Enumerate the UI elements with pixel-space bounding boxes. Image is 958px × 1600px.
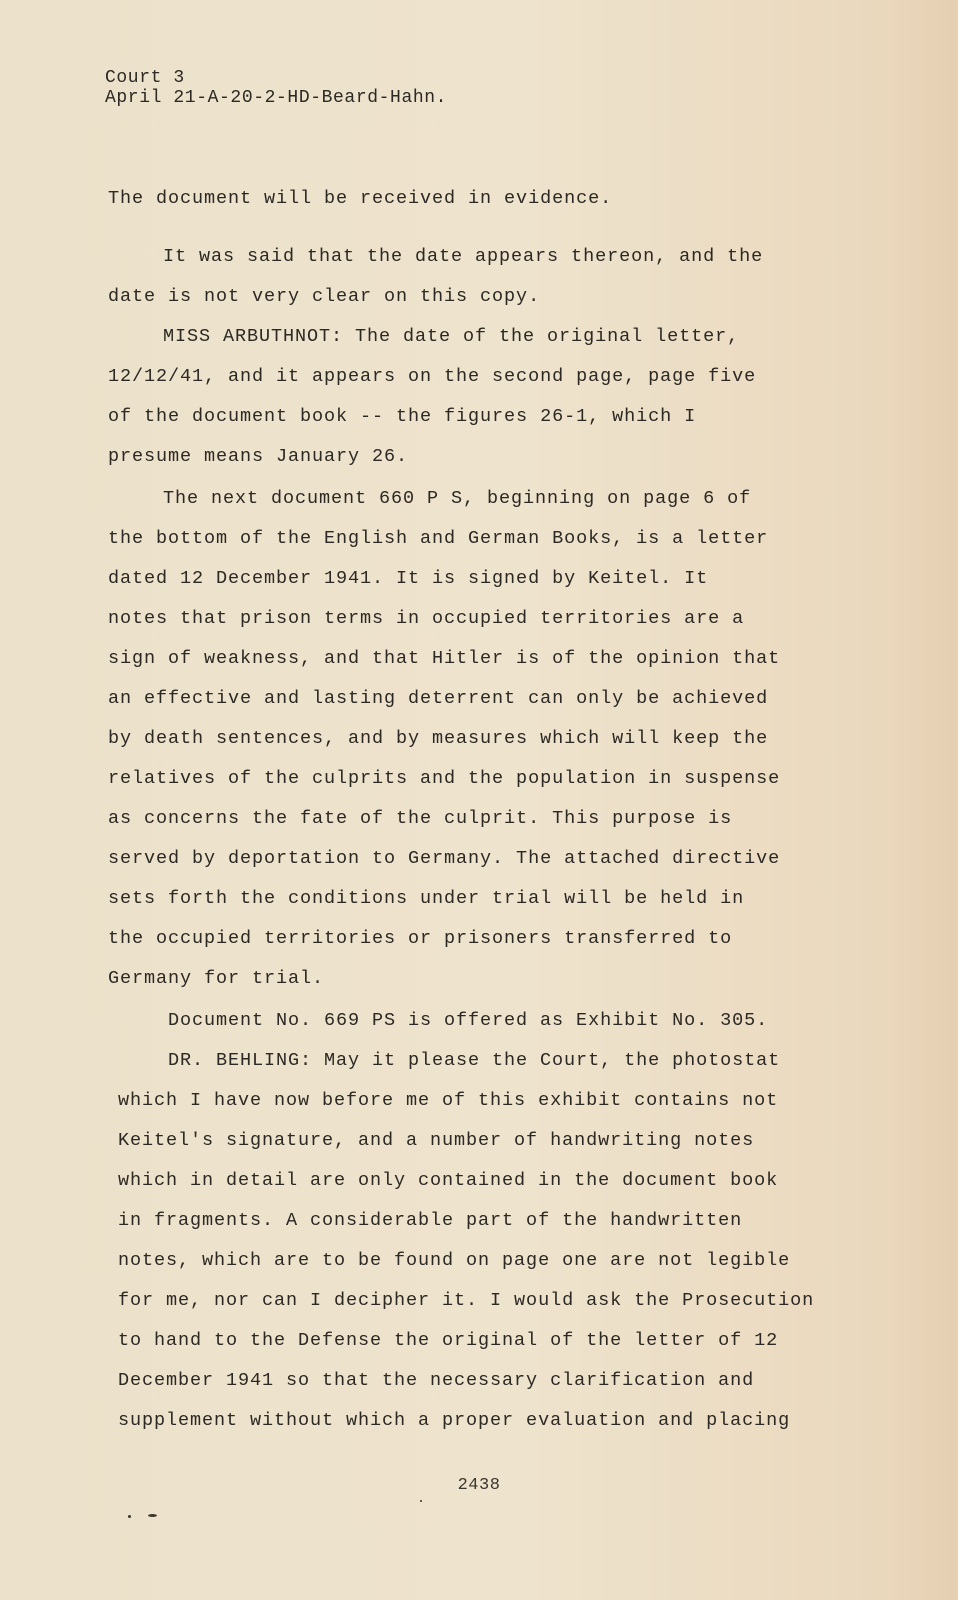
text-line: an effective and lasting deterrent can only be achieved	[108, 688, 769, 709]
text-line: presume means January 26.	[108, 446, 409, 467]
text-line: in fragments. A considerable part of the handwritten	[118, 1210, 743, 1231]
text-line: date is not very clear on this copy.	[108, 286, 541, 307]
text-line: sign of weakness, and that Hitler is of the opinion that	[108, 648, 781, 669]
text-line: notes, which are to be found on page one are not legible	[118, 1250, 791, 1271]
text-line: dated 12 December 1941. It is signed by Keitel. It	[108, 568, 709, 589]
text-line: The next document 660 P S, beginning on page 6 of	[163, 488, 752, 509]
text-line: of the document book -- the figures 26-1, which I	[108, 406, 697, 427]
text-line: The document will be received in evidence.	[108, 188, 613, 209]
text-line: as concerns the fate of the culprit. This purpose is	[108, 808, 733, 829]
text-line: served by deportation to Germany. The attached directive	[108, 848, 781, 869]
text-line: for me, nor can I decipher it. I would ask the Prosecution	[118, 1290, 815, 1311]
text-line: by death sentences, and by measures which will keep the	[108, 728, 769, 749]
ink-speck	[128, 1515, 131, 1518]
court-label: Court 3	[105, 68, 185, 88]
text-line: MISS ARBUTHNOT: The date of the original letter,	[163, 326, 740, 347]
text-line: the occupied territories or prisoners transferred to	[108, 928, 733, 949]
text-line: sets forth the conditions under trial will be held in	[108, 888, 745, 909]
text-line: Document No. 669 PS is offered as Exhibit No. 305.	[168, 1010, 769, 1031]
text-line: 12/12/41, and it appears on the second page, page five	[108, 366, 757, 387]
ink-speck	[420, 1500, 422, 1502]
text-line: to hand to the Defense the original of the letter of 12	[118, 1330, 779, 1351]
ink-speck	[148, 1514, 157, 1517]
page-number: 2438	[457, 1476, 501, 1495]
reference-code: April 21-A-20-2-HD-Beard-Hahn.	[105, 88, 448, 108]
text-line: Germany for trial.	[108, 968, 325, 989]
text-line: DR. BEHLING: May it please the Court, the photostat	[168, 1050, 781, 1071]
text-line: December 1941 so that the necessary clarification and	[118, 1370, 755, 1391]
text-line: supplement without which a proper evaluation and placing	[118, 1410, 791, 1431]
text-line: which I have now before me of this exhibit contains not	[118, 1090, 779, 1111]
text-line: notes that prison terms in occupied territories are a	[108, 608, 745, 629]
text-line: Keitel's signature, and a number of handwriting notes	[118, 1130, 755, 1151]
text-line: which in detail are only contained in the document book	[118, 1170, 779, 1191]
page-header	[105, 68, 447, 108]
text-line: the bottom of the English and German Books, is a letter	[108, 528, 769, 549]
text-line: It was said that the date appears thereon, and the	[163, 246, 764, 267]
text-line: relatives of the culprits and the population in suspense	[108, 768, 781, 789]
